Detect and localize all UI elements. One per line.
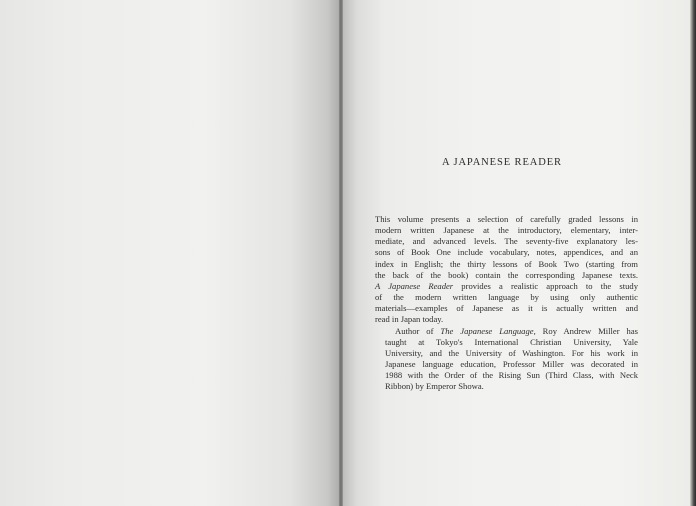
text-segment: of the modern written language by using only authentic	[375, 292, 638, 303]
text-segment: read in Japan today.	[375, 314, 444, 325]
text-line	[375, 326, 638, 337]
text-segment: modern written Japanese at the introductory, elementary, inter-	[375, 225, 638, 236]
text-line	[375, 370, 638, 381]
text-line	[375, 259, 638, 270]
text-line	[375, 214, 638, 225]
italic-title: A Japanese Reader	[375, 280, 454, 291]
text-line	[375, 337, 638, 348]
text-segment: the back of the book) contain the corresponding Japanese texts.	[375, 269, 638, 280]
text-line	[375, 381, 638, 392]
page-edge	[690, 0, 696, 506]
book-description	[375, 214, 638, 393]
text-segment: 1988 with the Order of the Rising Sun (Third Class, with Neck	[385, 370, 638, 381]
text-segment: Japanese language education, Professor Miller was decorated in	[385, 359, 638, 370]
text-segment: Ribbon) by Emperor Showa.	[385, 381, 484, 392]
description-paragraph	[375, 214, 638, 326]
text-line	[375, 270, 638, 281]
description-paragraph	[375, 326, 638, 393]
text-line	[375, 303, 638, 314]
text-line	[375, 292, 638, 303]
text-line	[375, 359, 638, 370]
text-line	[375, 247, 638, 258]
text-segment: materials—examples of Japanese as it is actually written and	[375, 303, 638, 314]
text-segment: sons of Book One include vocabulary, notes, appendices, and an	[375, 247, 638, 258]
text-line	[375, 236, 638, 247]
text-segment: This volume presents a selection of carefully graded lessons in	[375, 214, 638, 224]
left-page	[0, 0, 341, 506]
text-line	[375, 281, 638, 292]
text-segment: index in English; the thirty lessons of Book Two (starting from	[375, 258, 638, 269]
text-segment: University, and the University of Washington. For his work in	[385, 347, 638, 358]
italic-title: The Japanese Language,	[440, 325, 536, 336]
text-segment: mediate, and advanced levels. The seventy-five explanatory les-	[375, 236, 638, 247]
text-line	[375, 348, 638, 359]
text-line	[375, 314, 638, 325]
text-segment: Author of	[395, 325, 441, 336]
text-segment: Roy Andrew Miller has	[535, 325, 638, 336]
text-line	[375, 225, 638, 236]
text-segment: provides a realistic approach to the study	[453, 280, 638, 291]
book-title: A JAPANESE READER	[442, 157, 562, 168]
text-segment: taught at Tokyo's International Christian University, Yale	[385, 336, 638, 347]
